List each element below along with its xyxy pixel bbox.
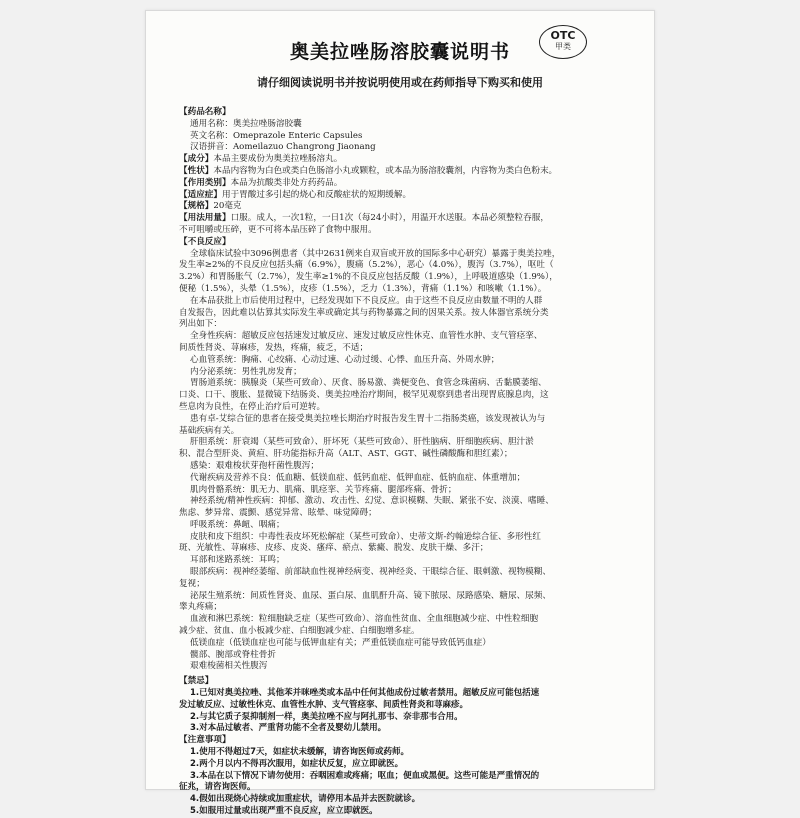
text-line: 泌尿生殖系统：间质性肾炎、血尿、蛋白尿、血肌酐升高、镜下脓尿、尿路感染、糖尿、尿频、 [190,590,551,601]
text-line: 全球临床试验中3096例患者（其中2631例来自双盲或开放的国际多中心研究）暴露于奥美拉唑， [190,248,561,259]
text-line: 胃肠道系统：胰腺炎（某些可致命）、厌食、肠易激、粪便变色、食管念珠菌病、舌黏膜萎缩、 [190,378,547,389]
text-line: 列出如下： [179,319,222,330]
text-line: 些息肉为良性，在停止治疗后可逆转。 [179,401,326,412]
section-adverse [179,237,619,673]
text-line: 眼部疾病：视神经萎缩、前部缺血性视神经病变、视神经炎、干眼综合征、眼刺激、视物模糊、 [190,567,551,578]
character-label: 【性状】 [179,165,214,176]
otc-badge [539,25,587,59]
text-line: 焦虑、梦异常、震颤、感觉异常、眩晕、味觉障碍； [179,508,377,519]
text-line: 4.假如出现烧心持续或加重症状，请停用本品并去医院就诊。 [190,794,421,805]
text-line: 皮肤和皮下组织：中毒性表皮坏死松解症（某些可致命）、史蒂文斯-约翰逊综合征、多形性红 [190,531,541,542]
text-line: 1.使用不得超过7天，如症状未缓解，请咨询医师或药师。 [190,747,410,758]
text-line: 髋部、腕部或脊柱骨折 [190,649,276,660]
text-line: 征兆，请咨询医师。 [179,782,256,793]
category-text: 本品为抗酸类非处方药药品。 [230,177,343,188]
document-subtitle: 请仔细阅读说明书并按说明使用或在药师指导下购买和使用 [257,76,543,89]
contraindication-label: 【禁忌】 [179,676,214,687]
text-line: 1.已知对奥美拉唑、其他苯并咪唑类或本品中任何其他成份过敏者禁用。超敏反应可能包括速 [190,688,540,699]
text-line: 血液和淋巴系统：粒细胞缺乏症（某些可致命）、溶血性贫血、全血细胞减少症、中性粒细胞 [190,614,539,625]
text-line: 感染：艰难梭状芽孢杆菌性腹泻； [190,460,319,471]
otc-mark: OTC [550,29,576,42]
text-line: 耳部和迷路系统：耳鸣； [190,555,285,566]
english-name: 英文名称：Omeprazole Enteric Capsules [190,130,363,141]
text-line: 基础疾病有关。 [179,425,240,436]
text-line: 3.对本品过敏者、严重肾功能不全者及婴幼儿禁用。 [190,723,387,734]
section-precautions [179,735,619,818]
usage-label: 【用法用量】 [179,213,231,224]
text-line: 神经系统/精神性疾病：抑郁、激动、攻击性、幻觉、意识模糊、失眠、紧张不安、淡漠、嗜睡、 [190,496,554,507]
section-character [179,166,619,178]
adverse-label: 【不良反应】 [179,236,231,247]
text-line: 睾丸疼痛； [179,602,222,613]
usage-line-1: 口服。成人，一次1粒，一日1次（每24小时），用温开水送服。本品必须整粒吞服， [230,213,549,224]
category-label: 【作用类别】 [179,177,231,188]
spec-label: 【规格】 [179,201,214,212]
text-line: 自发报告，因此难以估算其实际发生率或确定其与药物暴露之间的因果关系。按人体器官系统分类 [179,307,549,318]
text-line: 2.与其它质子泵抑制剂一样，奥美拉唑不应与阿扎那韦、奈非那韦合用。 [190,711,463,722]
precautions-label: 【注意事项】 [179,735,231,746]
text-line: 心血管系统：胸痛、心绞痛、心动过速、心动过缓、心悸、血压升高、外周水肿； [190,354,500,365]
spec-text: 20毫克 [213,201,242,212]
text-line: 2.两个月以内不得再次服用，如症状反复，应立即就医。 [190,758,404,769]
section-usage [179,213,619,237]
section-composition [179,154,619,166]
section-category [179,178,619,190]
text-line: 内分泌系统：男性乳房发育； [190,366,302,377]
text-line: 艰难梭菌相关性腹泻 [190,661,268,672]
text-line: 减少症、贫血、血小板减少症、白细胞减少症、白细胞增多症。 [179,626,420,637]
text-line: 3.2%）和胃肠胀气（2.7%），发生率≥1%的不良反应包括反酸（1.9%），上呼吸道感染（1.9%）， [179,272,558,283]
text-line: 便秘（1.5%），头晕（1.5%），皮疹（1.5%），乏力（1.3%），背痛（1.1%）和咳嗽（1.1%）。 [179,283,547,294]
common-name: 通用名称：奥美拉唑肠溶胶囊 [190,118,302,129]
leaflet-body [179,107,619,818]
drug-name-label: 【药品名称】 [179,107,231,117]
text-line: 口炎、口干、腹胀、显微镜下结肠炎、奥美拉唑治疗期间，极罕见观察到患者出现胃底腺息肉，这 [179,390,549,401]
otc-class: 甲类 [555,42,571,51]
character-text: 本品内容物为白色或类白色肠溶小丸或颗粒，或本品为肠溶胶囊剂，内容物为类白色粉末。 [213,165,558,176]
indication-label: 【适应症】 [179,189,222,200]
pinyin-name: 汉语拼音：Aomeilazuo Changrong Jiaonang [190,142,376,153]
document-title: 奥美拉唑肠溶胶囊说明书 [289,41,510,63]
text-line: 肌肉骨骼系统：肌无力、肌痛、肌痉挛、关节疼痛、腿部疼痛、骨折； [190,484,457,495]
text-line: 患有卓-艾综合征的患者在接受奥美拉唑长期治疗时报告发生胃十二指肠类癌，该发现被认为与 [190,413,546,424]
text-line: 斑、光敏性、荨麻疹、皮疹、皮炎、瘙痒、瘀点、紫癜、脱发、皮肤干燥、多汗； [179,543,489,554]
text-line: 在本品获批上市后使用过程中，已经发现如下不良反应。由于这些不良反应由数量不明的人群 [190,295,543,306]
text-line: 肝胆系统：肝衰竭（某些可致命）、肝坏死（某些可致命）、肝性脑病、肝细胞疾病、胆汁淤 [190,437,534,448]
section-spec [179,201,619,213]
text-line: 5.如服用过量或出现严重不良反应，应立即就医。 [190,806,378,817]
text-line: 发生率≥2%的不良反应包括头痛（6.9%），腹痛（5.2%），恶心（4.0%），腹泻（3.7%），呕吐（ [179,260,554,271]
usage-line-2: 不可咀嚼或压碎，更不可将本品压碎了食物中服用。 [179,224,377,235]
section-indication [179,190,619,202]
composition-label: 【成分】 [179,154,214,165]
indication-text: 用于胃酸过多引起的烧心和反酸症状的短期缓解。 [221,189,412,200]
text-line: 3.本品在以下情况下请勿使用：吞咽困难或疼痛；呕血；便血或黑便。这些可能是严重情况的 [190,770,540,781]
text-line: 复视； [179,578,205,589]
text-line: 代谢疾病及营养不良：低血糖、低镁血症、低钙血症、低钾血症、低钠血症、体重增加； [190,472,526,483]
composition-text: 本品主要成份为奥美拉唑肠溶丸。 [213,154,343,165]
text-line: 呼吸系统：鼻衄、咽痛； [190,519,285,530]
text-line: 发过敏反应、过敏性休克、血管性水肿、支气管痉挛、间质性肾炎和荨麻疹。 [179,699,469,710]
text-line: 低镁血症（低镁血症也可能与低钾血症有关；严重低镁血症可能导致低钙血症） [190,637,491,648]
text-line: 积、混合型肝炎、黄疸、肝功能指标升高（ALT、AST、GGT、碱性磷酸酶和胆红素）； [179,449,513,460]
leaflet-sheet [145,10,655,817]
text-line: 全身性疾病：超敏反应包括速发过敏反应、速发过敏反应性休克、血管性水肿、支气管痉挛、 [190,331,543,342]
section-drug-name [179,107,619,154]
text-line: 间质性肾炎、荨麻疹，发热，疼痛，疲乏，不适； [179,342,369,353]
section-contraindication [179,676,619,735]
